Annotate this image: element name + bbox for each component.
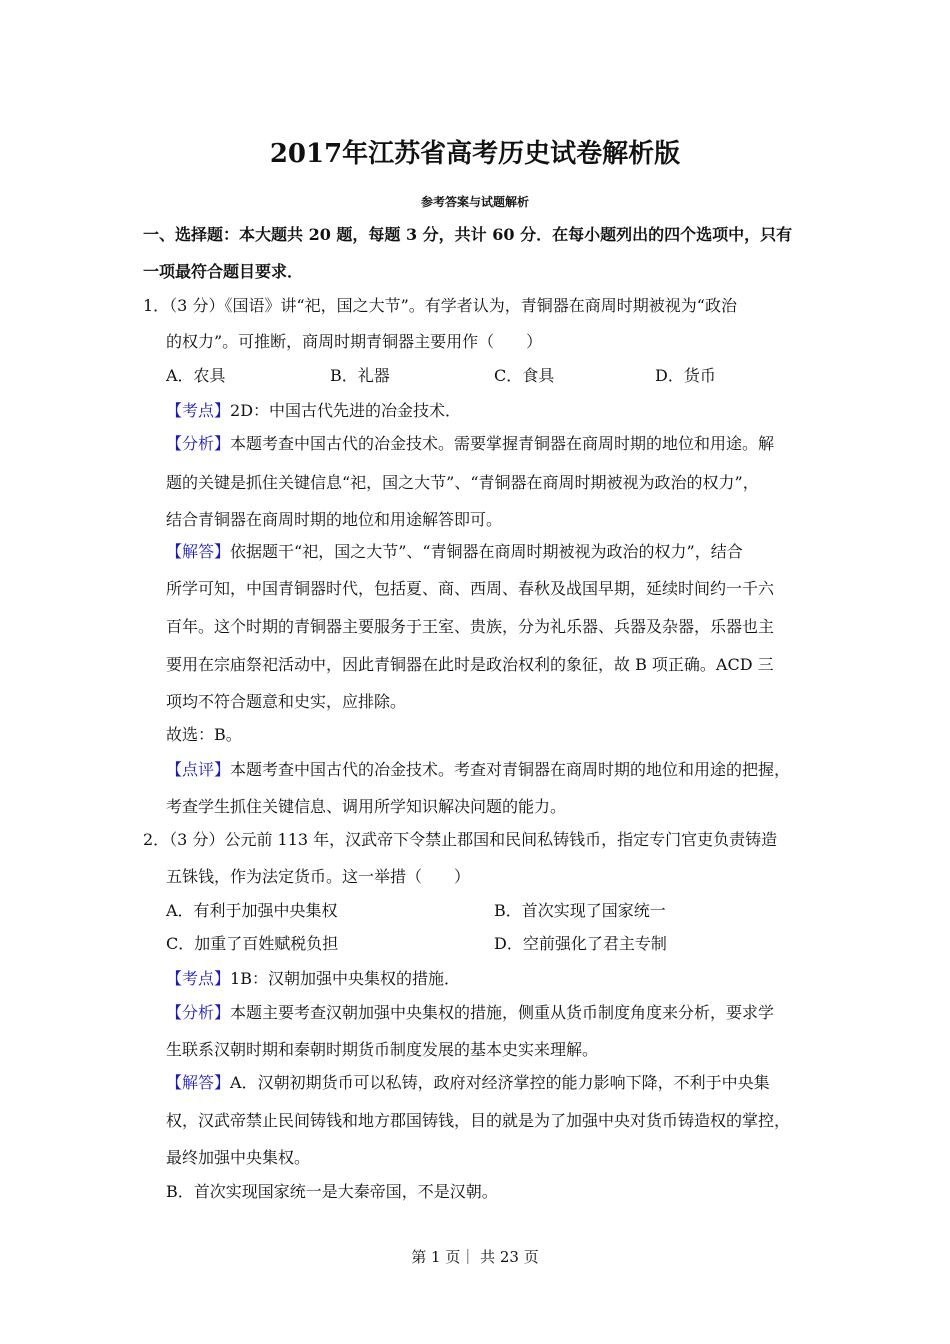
q1-stem-line2: 的权力”。可推断，商周时期青铜器主要用作（ ）: [166, 332, 543, 351]
q2-option-a: A．有利于加强中央集权: [166, 901, 338, 920]
q2-jieda-line1: [166, 1070, 770, 1093]
q1-jieda-line1: [166, 539, 743, 562]
q2-jieda-line4: B．首次实现国家统一是大秦帝国，不是汉朝。: [166, 1182, 498, 1201]
q1-option-a: A．农具: [166, 366, 226, 385]
page-subtitle: 参考答案与试题解析: [420, 195, 529, 209]
q2-kaodian-text: 1B：汉朝加强中央集权的措施．: [230, 969, 460, 988]
q1-dianping-line1: [166, 757, 790, 780]
q2-fenxi-line1: [166, 1000, 774, 1023]
q1-answer: 故选：B。: [166, 725, 242, 744]
q2-kaodian: [166, 966, 460, 989]
section-heading-line1: 一、选择题：本大题共 20 题，每题 3 分，共计 60 分．在每小题列出的四个选项中，只有: [143, 225, 793, 244]
q1-kaodian-text: 2D：中国古代先进的冶金技术．: [230, 401, 462, 420]
q2-kaodian-tag: 【考点】: [166, 969, 231, 988]
q2-fenxi-line2: 生联系汉朝时期和秦朝时期货币制度发展的基本史实来理解。: [166, 1040, 599, 1059]
q2-option-b: B．首次实现了国家统一: [494, 901, 666, 920]
q1-jieda-line2: 所学可知，中国青铜器时代，包括夏、商、西周、春秋及战国早期，延续时间约一千六: [166, 579, 775, 598]
q1-jieda-line5: 项均不符合题意和史实，应排除。: [166, 692, 407, 711]
q2-option-c: C．加重了百姓赋税负担: [166, 934, 339, 953]
q1-stem-line1: 1．（3 分）《国语》讲“祀，国之大节”。有学者认为，青铜器在商周时期被视为“政治: [143, 296, 737, 315]
page-footer: 第 1 页｜ 共 23 页: [411, 1248, 539, 1266]
q1-dianping-tag: 【点评】: [166, 760, 231, 779]
q1-fenxi-tag: 【分析】: [166, 434, 231, 453]
q1-option-c: C．食具: [494, 366, 555, 385]
section-heading-line2: 一项最符合题目要求．: [143, 262, 304, 281]
page-title: 2017年江苏省高考历史试卷解析版: [269, 139, 681, 169]
q2-jieda-tag: 【解答】: [166, 1073, 231, 1092]
q1-jieda-line3: 百年。这个时期的青铜器主要服务于王室、贵族，分为礼乐器、兵器及杂器，乐器也主: [166, 617, 775, 636]
q1-option-d: D．货币: [655, 366, 716, 385]
q1-fenxi-text1: 本题考查中国古代的冶金技术。需要掌握青铜器在商周时期的地位和用途。解: [230, 434, 775, 453]
q1-jieda-tag: 【解答】: [166, 542, 231, 561]
q2-stem-line1: 2．（3 分）公元前 113 年，汉武帝下令禁止郡国和民间私铸钱币，指定专门官吏负责铸造: [143, 830, 778, 849]
q2-fenxi-tag: 【分析】: [166, 1003, 231, 1022]
q2-fenxi-text1: 本题主要考查汉朝加强中央集权的措施，侧重从货币制度角度来分析，要求学: [230, 1003, 775, 1022]
q2-jieda-text1: A．汉朝初期货币可以私铸，政府对经济掌控的能力影响下降，不利于中央集: [230, 1073, 770, 1092]
q1-fenxi-line2: 题的关键是抓住关键信息“祀，国之大节”、“青铜器在商周时期被视为政治的权力”，: [166, 473, 759, 492]
q1-fenxi-line3: 结合青铜器在商周时期的地位和用途解答即可。: [166, 510, 503, 529]
q1-dianping-text1: 本题考查中国古代的冶金技术。考查对青铜器在商周时期的地位和用途的把握，: [230, 760, 791, 779]
q1-jieda-text1: 依据题干“祀，国之大节”、“青铜器在商周时期被视为政治的权力”，结合: [230, 542, 743, 561]
q1-dianping-line2: 考查学生抓住关键信息、调用所学知识解决问题的能力。: [166, 797, 567, 816]
q2-option-d: D．空前强化了君主专制: [494, 934, 667, 953]
q1-kaodian-tag: 【考点】: [166, 401, 231, 420]
q2-jieda-line3: 最终加强中央集权。: [166, 1148, 311, 1167]
q1-fenxi-line1: [166, 431, 774, 454]
q2-stem-line2: 五铢钱，作为法定货币。这一举措（ ）: [166, 867, 471, 886]
q1-option-b: B．礼器: [330, 366, 390, 385]
q1-kaodian: [166, 398, 461, 421]
q1-jieda-line4: 要用在宗庙祭祀活动中，因此青铜器在此时是政治权利的象征，故 B 项正确。ACD 三: [166, 655, 774, 674]
q2-jieda-line2: 权，汉武帝禁止民间铸钱和地方郡国铸钱，目的就是为了加强中央对货币铸造权的掌控，: [166, 1111, 791, 1130]
